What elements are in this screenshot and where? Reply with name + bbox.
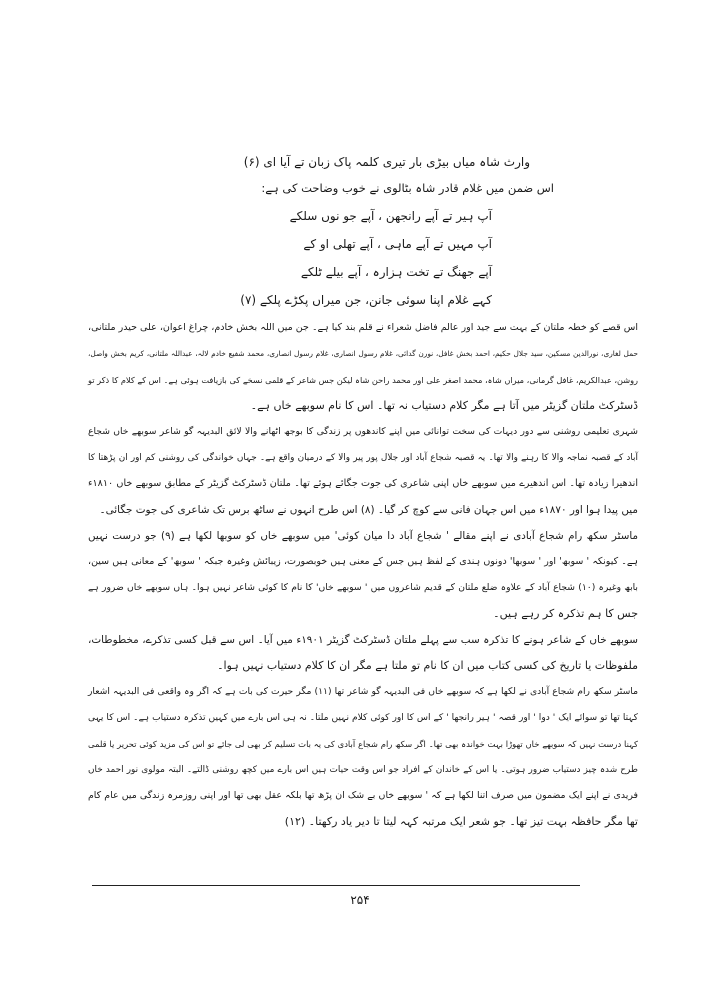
paragraph-line: تھا مگر حافظہ بہت تیز تھا۔ جو شعر ایک مرتبہ کہہ لیتا تا دیر یاد رکھتا۔ (۱۲)	[284, 815, 638, 828]
paragraph-line: ماسٹر سکھ رام شجاع آبادی نے اپنے مقالے ' شجاع آباد دا میان کوئی' میں سوبھے خاں کو سوبھا لکھا ہے (۹) جو درست نہیں	[88, 530, 638, 542]
paragraph-line: آباد کے قصبہ نماجہ والا کا رہنے والا تھا۔ یہ قصبہ شجاع آباد اور جلال پور پیر والا کے درمیان واقع ہے۔ جہاں خواندگی کی روشنی کم اور ان پڑھتا کا	[88, 453, 638, 463]
paragraph-line: ڈسٹرکٹ ملتان گزیٹر میں آتا ہے مگر کلام دستیاب نہ تھا۔ اس کا نام سوبھے خاں ہے۔	[250, 399, 638, 412]
paragraph-line: ہے۔ کیونکہ ' سوبھ' اور ' سوبھا' دونوں ہندی کے لفظ ہیں جس کے معنی ہیں خوبصورت، زیبائش وغیرہ جبکہ ' سوبھ' کے معانی ہیں سین،	[88, 556, 638, 567]
paragraph-line: روشن، عبدالکریم، غافل گرمانی، میراں شاہ، محمد اصغر علی اور محمد راحن شاہ لیکن جس شاعر کے قلمی نسخے کی بازیافت ہوئی ہے۔ اس کے کلام کا ذکر تو	[88, 375, 638, 385]
paragraph-line: شہری تعلیمی روشنی سے دور دیہات کی سخت توانائی میں اپنے کاندھوں پر زندگی کا بوجھ اٹھانے والا لائق البدیہہ گو شاعر سوبھے خاں شجاع	[88, 426, 638, 437]
footer-divider	[92, 885, 580, 886]
paragraph-line: فریدی نے اپنے ایک مضمون میں صرف اتنا لکھا ہے کہ ' سوبھے خاں بے شک ان پڑھ تھا بلکہ عقل بھی تھا اور اپنی روزمرہ زندگی میں عام کام	[88, 790, 638, 801]
paragraph-line: کہنا درست نہیں کہ سوبھے خاں تھوڑا بہت خواندہ بھی تھا۔ اگر سکھ رام شجاع آبادی کی یہ بات تسلیم کر بھی لی جائے تو اس کی مزید کوئی تحریر یا قلمی	[88, 739, 638, 749]
paragraph-line: میں پیدا ہوا اور ۱۸۷۰ء میں اس جہان فانی سے کوچ کر گیا۔ (۸) اس طرح انہوں نے ساٹھ برس تک شاعری کی جوت جگائی۔	[99, 504, 638, 516]
paragraph-line: ملفوظات یا تاریخ کی کسی کتاب میں ان کا نام تو ملتا ہے مگر ان کا کلام دستیاب نہیں ہوا۔	[217, 659, 638, 672]
paragraph-line: اس قصے کو خطہ ملتان کے بہت سے جید اور عالم فاضل شعراء نے قلم بند کیا ہے۔ جن میں اللہ بخش خادم، چراغ اعوان، علی حیدر ملتانی،	[88, 322, 638, 333]
paragraph-line: بابھ وغیرہ (۱۰) شجاع آباد کے علاوہ ضلع ملتان کے قدیم شاعروں میں ' سوبھے خاں' کا نام کا کوئی شاعر نہیں ہوا۔ ہاں سوبھے خاں ضرور ہے	[88, 582, 638, 593]
paragraph-line: کہتا تھا تو سوائے ایک ' دوا ' اور قصہ ' ہیر رانجھا ' کے اس کا اور کوئی کلام نہیں ملتا۔ نہ ہی اس بارے میں کہیں تذکرہ دستیاب ہے۔ اس کا یہی	[88, 713, 638, 723]
paragraph-line: حمل لغاری، نورالدین مسکین، سید جلال حکیم، احمد بخش غافل، نورن گدائی، غلام رسول انصاری، غلام رسول انصاری، محمد شفیع خادم لالہ، عبداللہ ملتانی، کریم بخش واصل،	[88, 349, 638, 358]
verse-line: آپے جھنگ تے تخت ہزارہ ، آپے بیلے ٹلکے	[300, 265, 492, 279]
paragraph-line: سوبھے خاں کے شاعر ہونے کا تذکرہ سب سے پہلے ملتان ڈسٹرکٹ گزیٹر ۱۹۰۱ء میں آیا۔ اس سے قبل کسی تذکرے، مخطوطات،	[88, 634, 638, 646]
intro-verse-line: وارث شاہ میاں بیڑی بار تیری کلمہ پاک زبان تے آیا ای (۶)	[243, 155, 530, 169]
lead-line: اس ضمن میں غلام قادر شاہ بٹالوی نے خوب وضاحت کی ہے:	[261, 181, 554, 195]
paragraph-line: طرح شدہ چیز دستیاب ضرور ہوتی۔ یا اس کے خاندان کے افراد جو اس وقت حیات ہیں اس بارے میں کچھ روشنی ڈالتے۔ البتہ مولوی نور احمد خاں	[88, 765, 638, 775]
verse-line: آپ ہیر تے آپے رانجھن ، آپے جو نوں سلکے	[289, 209, 492, 223]
page-number: ۲۵۴	[350, 893, 370, 907]
paragraph-line: اندھیرا زیادہ تھا۔ اس اندھیرے میں سوبھے خاں اپنی شاعری کی جوت جگائے ہوئے تھا۔ ملتان ڈسٹرکٹ گزیٹر کے مطابق سوبھے خاں ۱۸۱۰ء	[88, 478, 638, 489]
paragraph-line: ماسٹر سکھ رام شجاع آبادی نے لکھا ہے کہ سوبھے خاں فی البدیہہ گو شاعر تھا (۱۱) مگر حیرت کی بات ہے کہ اگر وہ واقعی فی البدیہہ اشعار	[88, 686, 638, 697]
verse-line: آپ مہیں تے آپے ماہی ، آپے تھلی او کے	[303, 237, 492, 251]
paragraph-line: جس کا ہم تذکرہ کر رہے ہیں۔	[493, 607, 638, 620]
verse-line: کہے غلام اپنا سوئی جانن، جن میراں پکڑے پلکے (۷)	[240, 293, 492, 307]
